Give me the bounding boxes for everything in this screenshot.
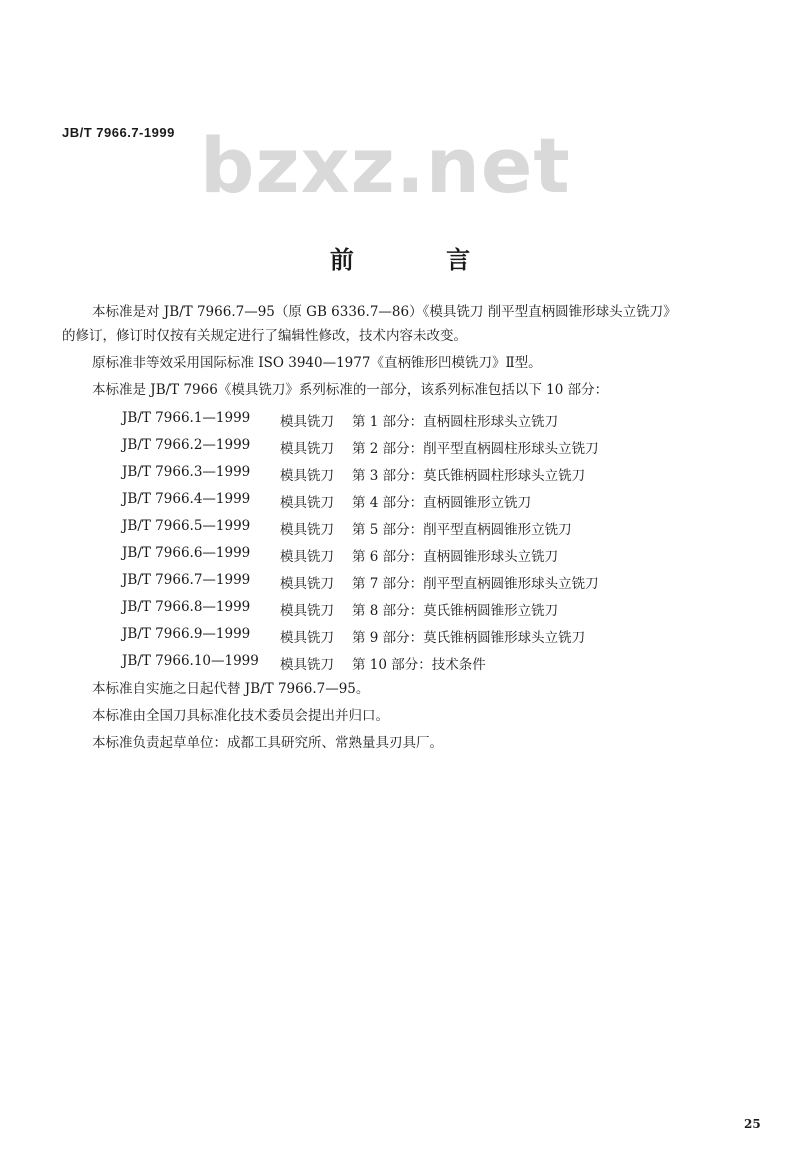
part-title: 第 8 部分：莫氏锥柄圆锥形立铣刀	[352, 603, 559, 619]
part-code: JB/T 7966.2—1999	[122, 437, 251, 453]
part-title: 第 4 部分：直柄圆锥形立铣刀	[352, 495, 532, 511]
part-title: 第 10 部分：技术条件	[352, 657, 486, 673]
parts-list	[122, 410, 599, 680]
part-code: JB/T 7966.5—1999	[122, 518, 251, 534]
part-title: 第 1 部分：直柄圆柱形球头立铣刀	[352, 414, 559, 430]
part-title: 第 2 部分：削平型直柄圆柱形球头立铣刀	[352, 441, 599, 457]
part-series: 模具铣刀	[280, 603, 334, 619]
list-item	[122, 437, 599, 464]
part-code: JB/T 7966.10—1999	[122, 653, 259, 669]
part-series: 模具铣刀	[280, 522, 334, 538]
page-number: 25	[744, 1117, 761, 1131]
list-item	[122, 464, 599, 491]
list-item	[122, 653, 599, 680]
part-code: JB/T 7966.7—1999	[122, 572, 251, 588]
part-series: 模具铣刀	[280, 495, 334, 511]
part-title: 第 5 部分：削平型直柄圆锥形立铣刀	[352, 522, 572, 538]
document-code: JB/T 7966.7-1999	[62, 125, 175, 140]
paragraph-revision-line2: 的修订，修订时仅按有关规定进行了编辑性修改，技术内容未改变。	[62, 328, 467, 344]
part-title: 第 3 部分：莫氏锥柄圆柱形球头立铣刀	[352, 468, 586, 484]
paragraph-proposed-by: 本标准由全国刀具标准化技术委员会提出并归口。	[92, 708, 389, 724]
part-series: 模具铣刀	[280, 576, 334, 592]
part-series: 模具铣刀	[280, 441, 334, 457]
list-item	[122, 599, 599, 626]
watermark: bzxz.net	[200, 121, 571, 210]
list-item	[122, 572, 599, 599]
list-item	[122, 491, 599, 518]
list-item	[122, 626, 599, 653]
paragraph-iso-reference: 原标准非等效采用国际标准 ISO 3940—1977《直柄锥形凹模铣刀》Ⅱ型。	[92, 355, 542, 371]
part-code: JB/T 7966.8—1999	[122, 599, 251, 615]
part-title: 第 6 部分：直柄圆锥形球头立铣刀	[352, 549, 559, 565]
paragraph-revision-line1: 本标准是对 JB/T 7966.7—95（原 GB 6336.7—86）《模具铣刀 削平型直柄圆锥形球头立铣刀》	[92, 304, 677, 320]
part-code: JB/T 7966.9—1999	[122, 626, 251, 642]
part-title: 第 9 部分：莫氏锥柄圆锥形球头立铣刀	[352, 630, 586, 646]
part-series: 模具铣刀	[280, 414, 334, 430]
part-code: JB/T 7966.6—1999	[122, 545, 251, 561]
list-item	[122, 545, 599, 572]
paragraph-series-intro: 本标准是 JB/T 7966《模具铣刀》系列标准的一部分，该系列标准包括以下 10 部分：	[92, 382, 609, 398]
paragraph-replaces: 本标准自实施之日起代替 JB/T 7966.7—95。	[92, 681, 370, 697]
list-item	[122, 518, 599, 545]
page-title: 前 言	[329, 245, 513, 274]
paragraph-drafting-units: 本标准负责起草单位：成都工具研究所、常熟量具刃具厂。	[92, 735, 443, 751]
part-code: JB/T 7966.3—1999	[122, 464, 251, 480]
part-series: 模具铣刀	[280, 657, 334, 673]
part-code: JB/T 7966.4—1999	[122, 491, 251, 507]
part-code: JB/T 7966.1—1999	[122, 410, 251, 426]
list-item	[122, 410, 599, 437]
part-series: 模具铣刀	[280, 630, 334, 646]
part-series: 模具铣刀	[280, 468, 334, 484]
part-title: 第 7 部分：削平型直柄圆锥形球头立铣刀	[352, 576, 599, 592]
part-series: 模具铣刀	[280, 549, 334, 565]
